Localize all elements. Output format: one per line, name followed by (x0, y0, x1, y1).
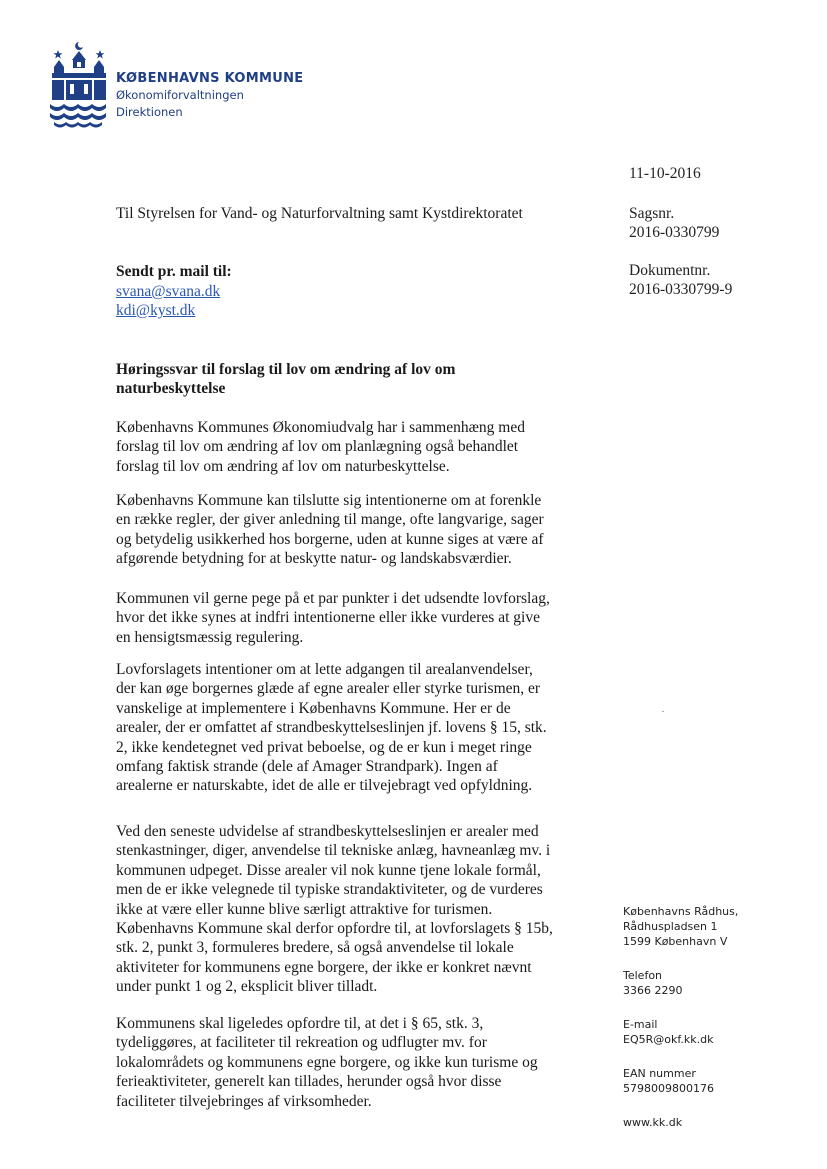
contact-phone (623, 968, 683, 998)
paragraph-line: arealerne er naturskabte, idet de alle er tilvejebragt ved opfyldning. (116, 777, 533, 795)
body-paragraph (116, 822, 596, 997)
body-paragraph (116, 418, 596, 476)
website: www.kk.dk (623, 1116, 683, 1129)
organization-name: KØBENHAVNS KOMMUNE (116, 71, 304, 86)
paragraph-line: Lovforslagets intentioner om at lette adgangen til arealanvendelser, (116, 661, 533, 678)
contact-ean (623, 1066, 714, 1096)
document-number-label: Dokumentnr. (629, 262, 711, 279)
division-name: Direktionen (116, 105, 183, 119)
phone-number: 3366 2290 (623, 984, 683, 997)
ean-label: EAN nummer (623, 1067, 696, 1080)
sent-by-label: Sendt pr. mail til: (116, 263, 232, 280)
address-line: Københavns Rådhus, (623, 905, 739, 918)
paragraph-line: forslag til lov om ændring af lov om planlægning også behandlet (116, 438, 519, 456)
paragraph-line: Kommunens skal ligeledes opfordre til, at det i § 65, stk. 3, (116, 1015, 484, 1032)
subject-line: naturbeskyttelse (116, 380, 226, 397)
paragraph-line: vanskelige at implementere i Københavns Kommune. Her er de (116, 699, 511, 717)
body-paragraph (116, 589, 596, 647)
paragraph-line: der kan øge borgernes glæde af egne arealer eller styrke turismen, er (116, 680, 541, 698)
address-line: Rådhuspladsen 1 (623, 920, 718, 933)
paragraph-line: aktiviteter for kommunens egne borgere, der ikke er konkret nævnt (116, 958, 532, 976)
paragraph-line: og betydelig usikkerhed hos borgerne, uden at kunne siges at være af (116, 530, 544, 548)
paragraph-line: stk. 2, punkt 3, formuleres bredere, så også anvendelse til lokale (116, 939, 514, 957)
paragraph-line: Københavns Kommunes Økonomiudvalg har i sammenhæng med (116, 419, 525, 436)
document-number-block (629, 261, 732, 299)
paragraph-line: stenkastninger, diger, anvendelse til tekniske anlæg, havneanlæg mv. i (116, 842, 551, 860)
paragraph-line: tydeliggøres, at faciliteter til rekreation og udflugter mv. for (116, 1034, 487, 1052)
paragraph-line: ferieaktiviteter, generelt kan tillades, herunder også hvor disse (116, 1073, 502, 1091)
case-number: 2016-0330799 (629, 224, 720, 241)
ean-number: 5798009800176 (623, 1082, 714, 1095)
case-number-block (629, 204, 719, 242)
paragraph-line: 2, ikke kendetegnet ved privat beboelse, og de er kun i meget ringe (116, 738, 532, 756)
coat-of-arms-icon (46, 40, 112, 132)
email-label: E-mail (623, 1018, 658, 1031)
email-link-kyst[interactable]: kdi@kyst.dk (116, 302, 196, 319)
body-paragraph (116, 491, 596, 569)
paragraph-line: ikke at være eller kunne blive særligt attraktive for turismen. (116, 900, 493, 918)
paragraph-line: kommunen udpeget. Disse arealer vil nok kunne tjene lokale formål, (116, 861, 541, 879)
paragraph-line: Københavns Kommune kan tilslutte sig intentionerne om at forenkle (116, 492, 542, 509)
paragraph-line: men de er ikke velegnede til typiske strandaktiviteter, og de vurderes (116, 881, 543, 899)
paragraph-line: under punkt 1 og 2, eksplicit bliver tilladt. (116, 978, 378, 996)
recipient-line: Til Styrelsen for Vand- og Naturforvaltning samt Kystdirektoratet (116, 205, 523, 222)
case-number-label: Sagsnr. (629, 205, 675, 222)
paragraph-line: omfang faktisk strande (dele af Amager Strandpark). Ingen af (116, 758, 498, 776)
body-paragraph (116, 1014, 596, 1111)
document-number: 2016-0330799-9 (629, 281, 733, 298)
paragraph-line: Ved den seneste udvidelse af strandbeskyttelseslinjen er arealer med (116, 823, 539, 840)
paragraph-line: Kommunen vil gerne pege på et par punkter i det udsendte lovforslag, (116, 590, 550, 607)
paragraph-line: lokalområdets og kommunens egne borgere, og ikke kun turisme og (116, 1053, 538, 1071)
paragraph-line: en hensigtsmæssig regulering. (116, 628, 304, 646)
email-link-svana[interactable]: svana@svana.dk (116, 283, 221, 300)
email-address: EQ5R@okf.kk.dk (623, 1033, 714, 1046)
body-paragraph (116, 660, 596, 796)
paragraph-line: faciliteter tilvejebringes af virksomheder. (116, 1092, 372, 1110)
address-line: 1599 København V (623, 935, 728, 948)
contact-email (623, 1017, 714, 1047)
paragraph-line: forslag til lov om ændring af lov om naturbeskyttelse. (116, 457, 450, 475)
paragraph-line: Københavns Kommune skal derfor opfordre til, at lovforslagets § 15b, (116, 920, 553, 938)
organization-header (116, 71, 303, 121)
subject-line: Høringssvar til forslag til lov om ændring af lov om (116, 361, 456, 378)
phone-label: Telefon (623, 969, 663, 982)
letter-date: 11-10-2016 (629, 165, 701, 182)
scan-speck (662, 711, 664, 712)
subject-heading (116, 360, 516, 398)
paragraph-line: arealer, der er omfattet af strandbeskyttelseslinjen jf. lovens § 15, stk. (116, 719, 547, 737)
paragraph-line: en række regler, der giver anledning til mange, ofte langvarige, sager (116, 511, 544, 529)
paragraph-line: hvor det ikke synes at indfri intentionerne eller ikke vurderes at give (116, 609, 540, 627)
paragraph-line: afgørende betydning for at beskytte natur- og landskabsværdier. (116, 550, 512, 568)
department-name: Økonomiforvaltningen (116, 88, 244, 102)
contact-address (623, 904, 738, 949)
